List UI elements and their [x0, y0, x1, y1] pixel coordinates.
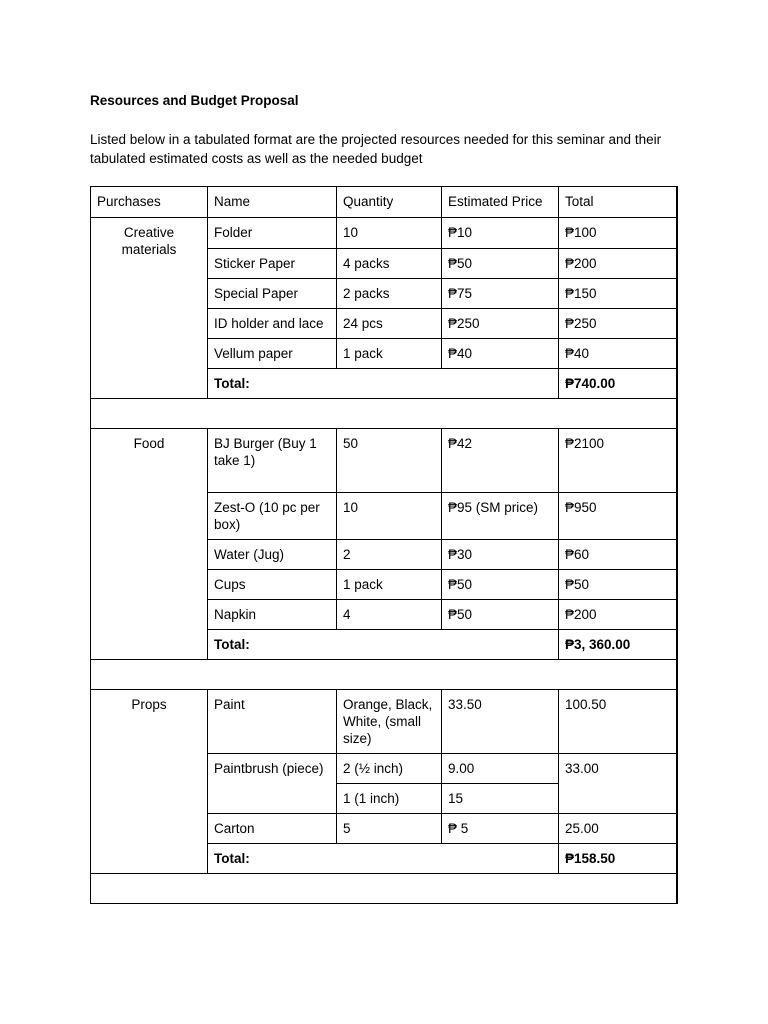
- item-name: Special Paper: [208, 279, 337, 309]
- item-price: 9.00: [442, 754, 559, 784]
- item-total: 25.00: [559, 814, 677, 844]
- table-header-row: [91, 187, 677, 218]
- item-price: ₱50: [442, 570, 559, 600]
- item-quantity: 10: [337, 218, 442, 249]
- header-estimated-price: Estimated Price: [442, 187, 559, 218]
- document-title: Resources and Budget Proposal: [90, 93, 299, 108]
- item-total: ₱950: [559, 493, 677, 540]
- spacer-row: [91, 874, 677, 904]
- item-quantity: 10: [337, 493, 442, 540]
- item-name: Paint: [208, 690, 337, 754]
- item-price: ₱95 (SM price): [442, 493, 559, 540]
- item-name: Sticker Paper: [208, 249, 337, 279]
- header-quantity: Quantity: [337, 187, 442, 218]
- item-price: 33.50: [442, 690, 559, 754]
- item-name: Cups: [208, 570, 337, 600]
- item-quantity: 50: [337, 429, 442, 493]
- header-purchases: Purchases: [91, 187, 208, 218]
- item-price: ₱ 5: [442, 814, 559, 844]
- item-price: ₱50: [442, 249, 559, 279]
- category-props: Props: [91, 690, 208, 874]
- subtotal-value: ₱3, 360.00: [559, 630, 677, 660]
- item-quantity: 1 pack: [337, 339, 442, 369]
- item-quantity: 1 pack: [337, 570, 442, 600]
- item-price: ₱50: [442, 600, 559, 630]
- item-quantity: Orange, Black, White, (small size): [337, 690, 442, 754]
- item-name: Napkin: [208, 600, 337, 630]
- item-total: ₱150: [559, 279, 677, 309]
- item-total: ₱200: [559, 249, 677, 279]
- spacer-cell: [91, 660, 677, 690]
- item-name: BJ Burger (Buy 1 take 1): [208, 429, 337, 493]
- header-name: Name: [208, 187, 337, 218]
- item-name: Folder: [208, 218, 337, 249]
- subtotal-label: Total:: [208, 844, 559, 874]
- item-quantity: 5: [337, 814, 442, 844]
- item-name: Zest-O (10 pc per box): [208, 493, 337, 540]
- item-total: ₱60: [559, 540, 677, 570]
- item-total: ₱40: [559, 339, 677, 369]
- item-quantity: 24 pcs: [337, 309, 442, 339]
- item-total: 100.50: [559, 690, 677, 754]
- item-price: ₱30: [442, 540, 559, 570]
- subtotal-value: ₱740.00: [559, 369, 677, 399]
- item-quantity: 4: [337, 600, 442, 630]
- item-name: Paintbrush (piece): [208, 754, 337, 814]
- budget-table: [90, 186, 678, 904]
- item-name: ID holder and lace: [208, 309, 337, 339]
- category-food: Food: [91, 429, 208, 660]
- table-row: [91, 690, 677, 754]
- item-price: ₱10: [442, 218, 559, 249]
- table-row: [91, 429, 677, 493]
- item-total: ₱2100: [559, 429, 677, 493]
- item-name: Vellum paper: [208, 339, 337, 369]
- spacer-row: [91, 660, 677, 690]
- item-total: ₱100: [559, 218, 677, 249]
- item-price: 15: [442, 784, 559, 814]
- item-name: Carton: [208, 814, 337, 844]
- item-quantity: 2 (½ inch): [337, 754, 442, 784]
- spacer-cell: [91, 399, 677, 429]
- item-name: Water (Jug): [208, 540, 337, 570]
- item-price: ₱75: [442, 279, 559, 309]
- item-price: ₱42: [442, 429, 559, 493]
- table-row: [91, 218, 677, 249]
- item-price: ₱40: [442, 339, 559, 369]
- subtotal-label: Total:: [208, 630, 559, 660]
- item-total: ₱50: [559, 570, 677, 600]
- subtotal-value: ₱158.50: [559, 844, 677, 874]
- item-quantity: 4 packs: [337, 249, 442, 279]
- spacer-cell: [91, 874, 677, 904]
- item-total: 33.00: [559, 754, 677, 814]
- item-total: ₱200: [559, 600, 677, 630]
- spacer-row: [91, 399, 677, 429]
- intro-paragraph: Listed below in a tabulated format are the projected resources needed for this seminar and their tabulated estimated costs as well as the needed budget: [90, 132, 662, 166]
- subtotal-label: Total:: [208, 369, 559, 399]
- item-total: ₱250: [559, 309, 677, 339]
- item-price: ₱250: [442, 309, 559, 339]
- category-creative-materials: Creative materials: [91, 218, 208, 399]
- item-quantity: 2: [337, 540, 442, 570]
- header-total: Total: [559, 187, 677, 218]
- item-quantity: 1 (1 inch): [337, 784, 442, 814]
- item-quantity: 2 packs: [337, 279, 442, 309]
